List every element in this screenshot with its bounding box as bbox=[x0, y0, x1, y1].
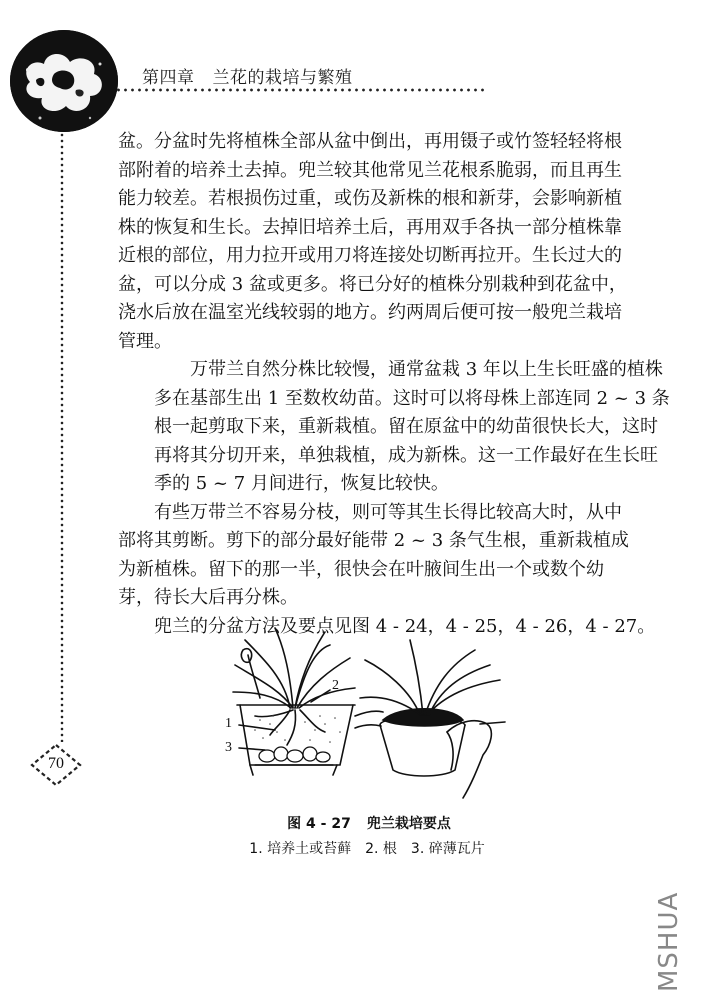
text-line: 部附着的培养土去掉。兜兰较其他常见兰花根系脆弱，而且再生 bbox=[118, 159, 622, 181]
flower-disc-icon bbox=[10, 30, 118, 132]
text-line: 能力较差。若根损伤过重，或伤及新株的根和新芽，会影响新植 bbox=[118, 188, 622, 209]
text-line: 浇水后放在温室光线较弱的地方。约两周后便可按一般兜兰栽培 bbox=[118, 302, 622, 323]
text-line: 部将其剪断。剪下的部分最好能带 2 ~ 3 条气生根，重新栽植成 bbox=[118, 530, 629, 551]
text-line: 近根的部位，用力拉开或用刀将连接处切断再拉开。生长过大的 bbox=[118, 245, 622, 266]
figure-illustration bbox=[215, 620, 515, 800]
text-line: 管理。 bbox=[118, 330, 172, 352]
paragraph bbox=[118, 128, 638, 356]
text-line: 为新植株。留下的那一半，很快会在叶腋间生出一个或数个幼 bbox=[118, 558, 604, 580]
page-number-badge bbox=[30, 743, 82, 787]
text-line: 多在基部生出 1 至数枚幼苗。这时可以将母株上部连同 2 ~ 3 条 bbox=[154, 387, 670, 409]
margin-dotted-rule bbox=[60, 132, 64, 742]
figure-title: 兜兰栽培要点 bbox=[366, 816, 451, 832]
text-line: 株的恢复和生长。去掉旧培养土后，再用双手各执一部分植株靠 bbox=[118, 216, 622, 238]
header-dotted-rule bbox=[115, 88, 485, 92]
figure-number: 图 4 - 27 bbox=[287, 816, 351, 832]
text-line: 季的 5 ~ 7 月间进行，恢复比较快。 bbox=[154, 473, 449, 494]
watermark: MSHUA bbox=[654, 891, 684, 992]
figure-label-1: 1 bbox=[225, 716, 232, 731]
text-line: 兜兰的分盆方法及要点见图 4 - 24，4 - 25，4 - 26，4 - 27。 bbox=[154, 615, 656, 637]
chapter-number: 第四章 bbox=[142, 68, 195, 88]
text-line: 根一起剪取下来，重新栽植。留在原盆中的幼苗很快长大，这时 bbox=[154, 416, 658, 437]
page-number: 70 bbox=[48, 755, 64, 772]
legend-item: 3. 碎薄瓦片 bbox=[410, 841, 485, 857]
orchid-repotting-drawing bbox=[215, 620, 515, 800]
paragraph bbox=[118, 356, 670, 499]
text-line: 芽，待长大后再分株。 bbox=[118, 587, 298, 608]
figure-caption bbox=[0, 813, 708, 833]
figure-label-2: 2 bbox=[332, 678, 339, 693]
legend-item: 2. 根 bbox=[365, 841, 397, 857]
text-line: 有些万带兰不容易分枝，则可等其生长得比较高大时，从中 bbox=[154, 501, 622, 523]
text-line: 盆。分盆时先将植株全部从盆中倒出，再用镊子或竹签轻轻将根 bbox=[118, 131, 622, 152]
text-line: 再将其分切开来，单独栽植，成为新株。这一工作最好在生长旺 bbox=[154, 444, 658, 466]
figure-label-3: 3 bbox=[225, 740, 232, 755]
chapter-title: 兰花的栽培与繁殖 bbox=[212, 68, 353, 88]
legend-item: 1. 培养土或苔藓 bbox=[249, 841, 352, 857]
chapter-header bbox=[142, 63, 353, 88]
paragraph bbox=[118, 499, 638, 613]
figure-legend bbox=[0, 838, 708, 858]
text-line: 万带兰自然分株比较慢，通常盆栽 3 年以上生长旺盛的植株 bbox=[190, 359, 663, 380]
body-text bbox=[118, 128, 670, 641]
text-line: 盆，可以分成 3 盆或更多。将已分好的植株分别栽种到花盆中， bbox=[118, 273, 627, 295]
